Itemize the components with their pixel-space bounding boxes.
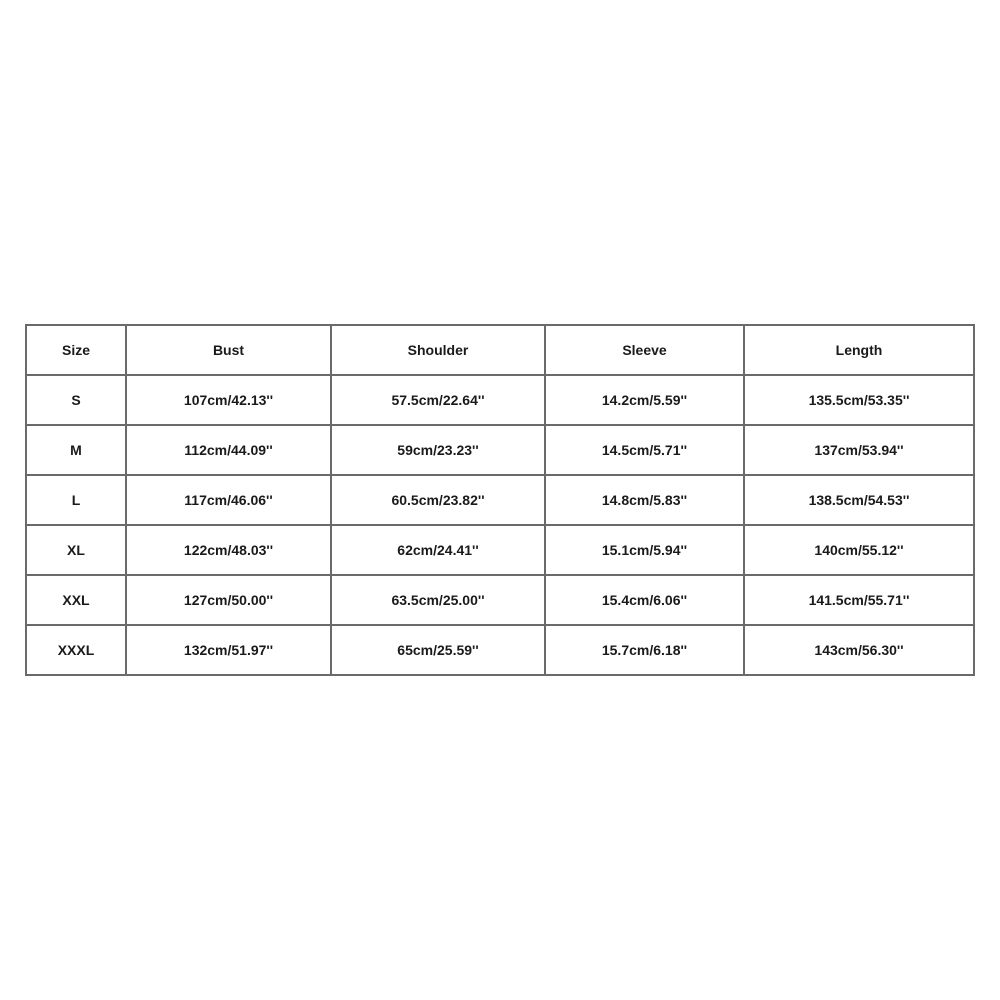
- table-row: [26, 525, 974, 575]
- cell-shoulder: 59cm/23.23'': [331, 425, 545, 475]
- cell-length: 135.5cm/53.35'': [744, 375, 974, 425]
- table-row: [26, 475, 974, 525]
- cell-bust: 117cm/46.06'': [126, 475, 331, 525]
- cell-size: L: [26, 475, 126, 525]
- size-chart-table: [25, 324, 975, 676]
- cell-sleeve: 15.4cm/6.06'': [545, 575, 744, 625]
- cell-bust: 127cm/50.00'': [126, 575, 331, 625]
- cell-length: 137cm/53.94'': [744, 425, 974, 475]
- table-header-row: [26, 325, 974, 375]
- cell-sleeve: 15.7cm/6.18'': [545, 625, 744, 675]
- cell-size: S: [26, 375, 126, 425]
- cell-shoulder: 65cm/25.59'': [331, 625, 545, 675]
- cell-length: 138.5cm/54.53'': [744, 475, 974, 525]
- cell-sleeve: 14.2cm/5.59'': [545, 375, 744, 425]
- cell-size: M: [26, 425, 126, 475]
- cell-length: 141.5cm/55.71'': [744, 575, 974, 625]
- cell-bust: 107cm/42.13'': [126, 375, 331, 425]
- cell-bust: 112cm/44.09'': [126, 425, 331, 475]
- table-row: [26, 375, 974, 425]
- header-size: Size: [26, 325, 126, 375]
- cell-length: 143cm/56.30'': [744, 625, 974, 675]
- table-row: [26, 575, 974, 625]
- cell-size: XXXL: [26, 625, 126, 675]
- header-shoulder: Shoulder: [331, 325, 545, 375]
- cell-shoulder: 62cm/24.41'': [331, 525, 545, 575]
- table-row: [26, 425, 974, 475]
- cell-bust: 122cm/48.03'': [126, 525, 331, 575]
- cell-size: XL: [26, 525, 126, 575]
- cell-size: XXL: [26, 575, 126, 625]
- header-length: Length: [744, 325, 974, 375]
- cell-sleeve: 14.8cm/5.83'': [545, 475, 744, 525]
- cell-sleeve: 14.5cm/5.71'': [545, 425, 744, 475]
- header-bust: Bust: [126, 325, 331, 375]
- cell-sleeve: 15.1cm/5.94'': [545, 525, 744, 575]
- cell-shoulder: 63.5cm/25.00'': [331, 575, 545, 625]
- cell-shoulder: 57.5cm/22.64'': [331, 375, 545, 425]
- cell-shoulder: 60.5cm/23.82'': [331, 475, 545, 525]
- table-row: [26, 625, 974, 675]
- cell-bust: 132cm/51.97'': [126, 625, 331, 675]
- cell-length: 140cm/55.12'': [744, 525, 974, 575]
- header-sleeve: Sleeve: [545, 325, 744, 375]
